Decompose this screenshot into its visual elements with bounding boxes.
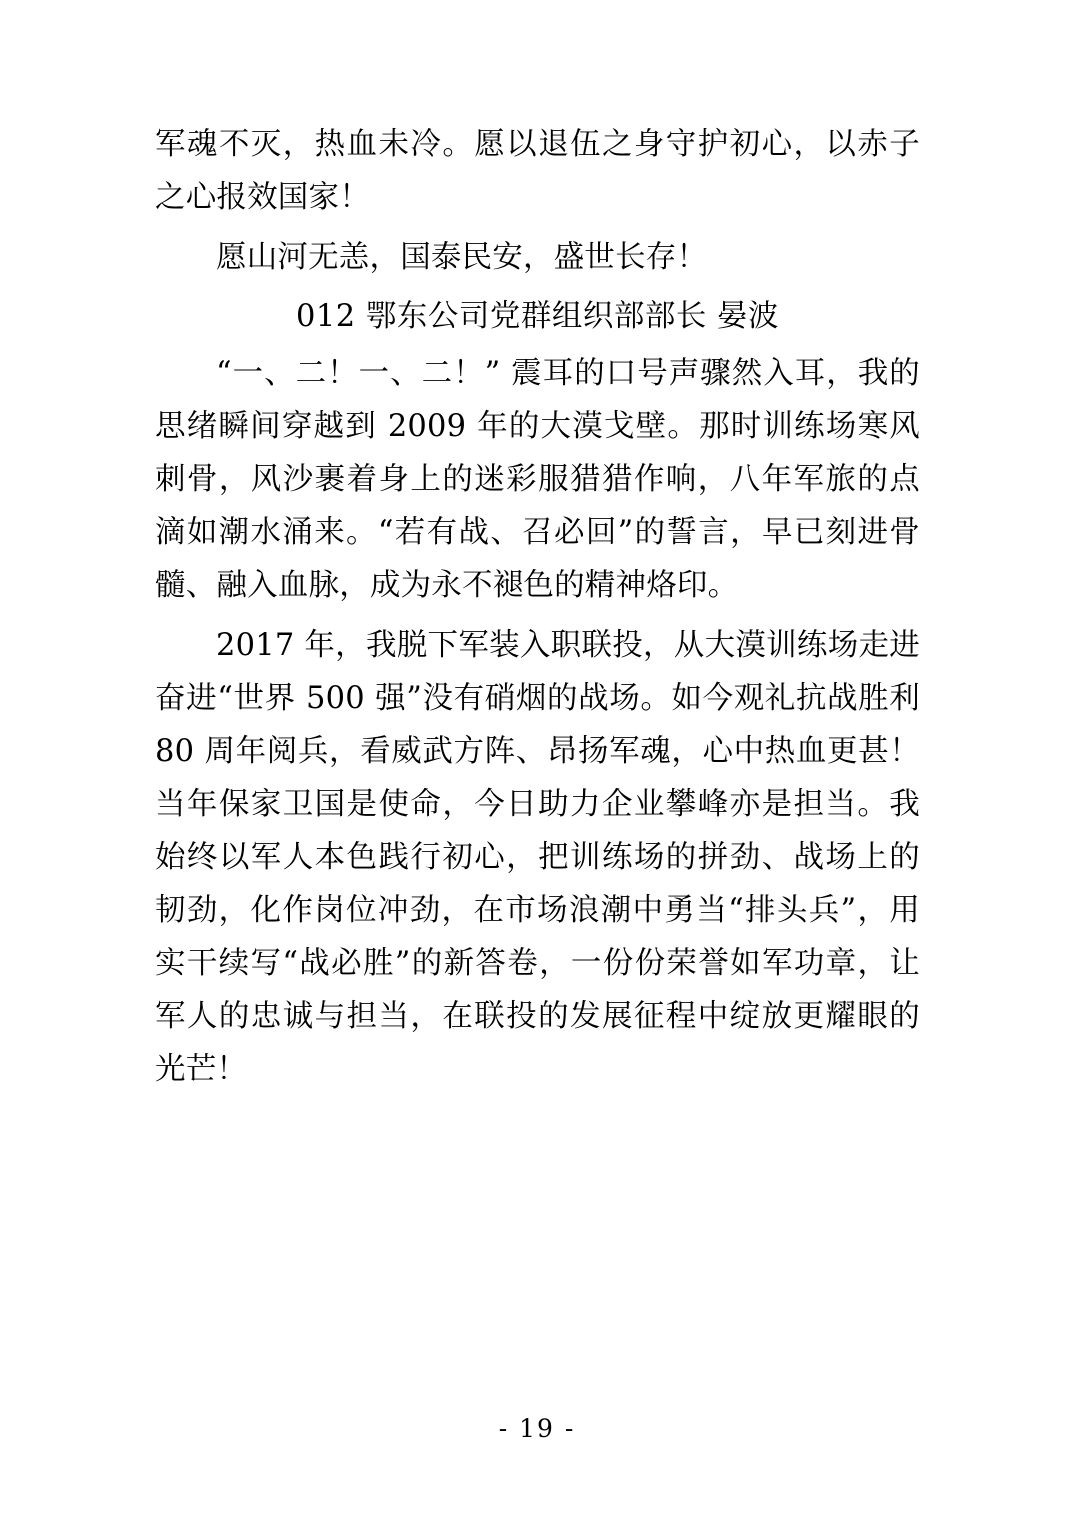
paragraph-3: “一、二！一、二！” 震耳的口号声骤然入耳，我的思绪瞬间穿越到 2009 年的大漠戈壁。那时训练场寒风刺骨，风沙裹着身上的迷彩服猎猎作响，八年军旅的点滴如潮水涌来。“若有战、召必回”的誓言，早已刻进骨髓、融入血脉，成为永不褪色的精神烙印。 bbox=[155, 356, 920, 603]
page-content bbox=[155, 118, 920, 1096]
paragraph-2: 愿山河无恙，国泰民安，盛世长存！ bbox=[216, 240, 708, 275]
page-number-footer: - 19 - bbox=[498, 1414, 576, 1443]
paragraph-spacer bbox=[155, 224, 920, 231]
section-heading: 012 鄂东公司党群组织部部长 晏波 bbox=[295, 299, 780, 334]
paragraph-4: 2017 年，我脱下军装入职联投，从大漠训练场走进奋进“世界 500 强”没有硝烟的战场。如今观礼抗战胜利 80 周年阅兵，看威武方阵、昂扬军魂，心中热血更甚！当年保家卫国是使命，今日助力企业攀峰亦是担当。我始终以军人本色践行初心，把训练场的拼劲、战场上的韧劲，化作岗位冲劲，在市场浪潮中勇当“排头兵”，用实干续写“战必胜”的新答卷，一份份荣誉如军功章，让军人的忠诚与担当，在联投的发展征程中绽放更耀眼的光芒！ bbox=[155, 628, 920, 1087]
paragraph-1: 军魂不灭，热血未冷。愿以退伍之身守护初心，以赤子之心报效国家！ bbox=[155, 127, 920, 215]
paragraph-spacer-2 bbox=[155, 612, 920, 619]
